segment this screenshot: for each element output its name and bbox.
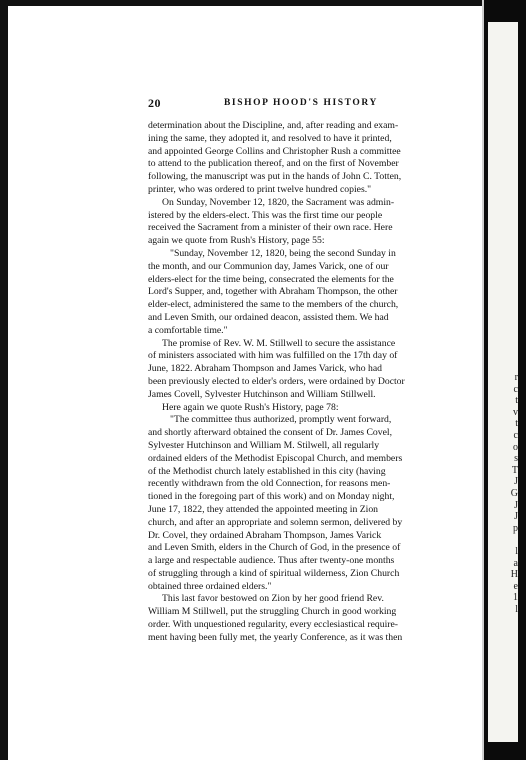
facing-page-fragment: H [510, 569, 518, 581]
facing-page-text [498, 372, 518, 615]
text-line: The promise of Rev. W. M. Stillwell to secure the assistance [162, 337, 396, 349]
facing-page-fragment: c [513, 429, 518, 441]
text-line: This last favor bestowed on Zion by her good friend Rev. [162, 593, 384, 605]
facing-page-fragment: G [510, 487, 518, 499]
text-line: Sylvester Hutchinson and William M. Stilwell, all regularly [148, 439, 380, 451]
text-line: following, the manuscript was put in the hands of John C. Totten, [148, 171, 402, 183]
facing-page-fragment: J [514, 476, 518, 488]
facing-page-fragment: s [514, 453, 518, 465]
text-line: Here again we quote Rush's History, page 78: [162, 401, 339, 413]
text-line: June, 1822. Abraham Thompson and James Varick, who had [148, 363, 382, 375]
text-line: "Sunday, November 12, 1820, being the second Sunday in [170, 247, 396, 259]
text-line: obtained three ordained elders." [148, 580, 272, 592]
facing-page-fragment: t [515, 418, 518, 430]
page-number: 20 [148, 96, 161, 110]
text-line: Dr. Covel, they ordained Abraham Thompson, James Varick [148, 529, 382, 541]
facing-page-fragment: l [515, 545, 518, 557]
facing-page-fragment: v [513, 406, 518, 418]
text-line: elders-elect for the time being, consecrated the elements for the [148, 273, 394, 285]
text-line: William M Stillwell, put the struggling Church in good working [148, 606, 397, 618]
facing-page-fragment: e [513, 580, 518, 592]
text-line: of struggling through a kind of spiritual wilderness, Zion Church [148, 567, 400, 579]
text-line: order. With unquestioned regularity, every ecclesiastical require- [148, 619, 399, 631]
facing-page-fragment: J [514, 499, 518, 511]
text-line: Lord's Supper, and, together with Abraham Thompson, the other [148, 286, 398, 298]
text-line: a large and respectable audience. Thus after twenty-one months [148, 555, 395, 567]
text-line: to attend to the publication thereof, and on the first of November [148, 158, 399, 170]
facing-page-fragment: c [513, 383, 518, 395]
text-line: been previously elected to elder's orders, were ordained by Doctor [148, 375, 405, 387]
page-header [148, 96, 460, 114]
text-line: of the Methodist church lately established in this city (having [148, 465, 386, 477]
text-line: and appointed George Collins and Christopher Rush a committee [148, 145, 401, 157]
facing-page-fragment: p [513, 522, 518, 534]
text-line: June 17, 1822, they attended the appointed meeting in Zion [148, 503, 379, 515]
text-line: istered by the elders-elect. This was the first time our people [148, 209, 383, 221]
text-line: determination about the Discipline, and, after reading and exam- [148, 120, 399, 131]
running-head: BISHOP HOOD'S HISTORY [224, 98, 378, 108]
facing-page-fragment: r [514, 372, 518, 383]
facing-page-edge [488, 22, 518, 742]
text-line: James Covell, Sylvester Hutchinson and William Stillwell. [148, 388, 376, 400]
text-line: ment having been fully met, the yearly Conference, as it was then [148, 631, 403, 643]
facing-page-fragment: l [515, 603, 518, 615]
text-line: recently withdrawn from the old Connection, for reasons men- [148, 478, 391, 490]
text-line: received the Sacrament from a minister of their own race. Here [148, 222, 393, 234]
facing-page-fragment: t [515, 395, 518, 407]
text-line: ining the same, they adopted it, and resolved to have it printed, [148, 132, 392, 144]
text-line: of ministers associated with him was fulfilled on the 17th day of [148, 350, 398, 362]
text-line: tioned in the foregoing part of this work) and on Monday night, [148, 491, 395, 503]
text-line: the month, and our Communion day, James Varick, one of our [148, 260, 389, 272]
text-line: again we quote from Rush's History, page 55: [148, 235, 325, 247]
text-line: and shortly afterward obtained the consent of Dr. James Covel, [148, 427, 393, 439]
text-line: printer, who was ordered to print twelve hundred copies." [148, 183, 372, 195]
text-line: "The committee thus authorized, promptly went forward, [170, 414, 392, 426]
facing-page-fragment: 1 [513, 592, 518, 604]
facing-page-fragment: J [514, 511, 518, 523]
text-line: On Sunday, November 12, 1820, the Sacrament was admin- [162, 196, 395, 208]
text-line: church, and after an appropriate and solemn sermon, delivered by [148, 516, 403, 528]
text-line: a comfortable time." [148, 324, 228, 336]
text-line: and Leven Smith, our ordained deacon, assisted them. We had [148, 311, 389, 323]
facing-page-fragment: a [513, 557, 518, 569]
facing-page-fragment: o [513, 441, 518, 453]
text-line: elder-elect, administered the same to the members of the church, [148, 299, 399, 311]
body-text [148, 120, 460, 645]
book-page [148, 96, 460, 736]
text-line: ordained elders of the Methodist Episcopal Church, and members [148, 452, 403, 464]
facing-page-fragment: T [511, 464, 518, 476]
text-line: and Leven Smith, elders in the Church of God, in the presence of [148, 542, 401, 554]
